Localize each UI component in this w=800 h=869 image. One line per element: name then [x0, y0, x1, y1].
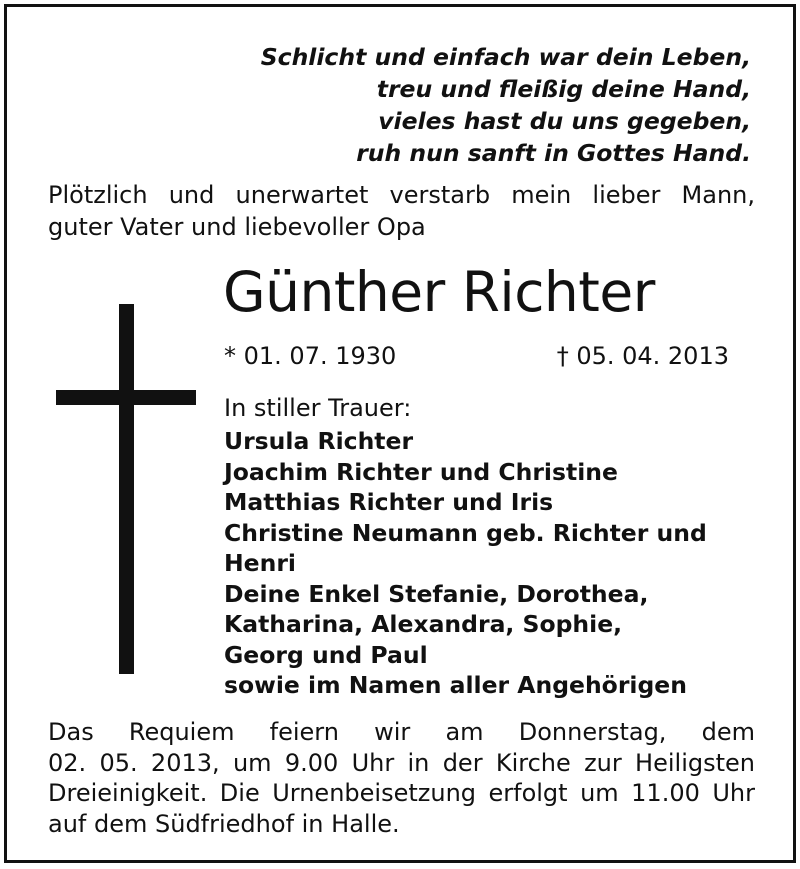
poem-line: vieles hast du uns gegeben, — [378, 107, 751, 135]
mourner-name: sowie im Namen aller Angehörigen — [224, 671, 687, 699]
deceased-name: Günther Richter — [223, 260, 655, 324]
latin-cross-icon — [56, 304, 196, 674]
mourner-name: Ursula Richter — [224, 427, 414, 455]
intro-line: guter Vater und liebevoller Opa — [48, 213, 426, 241]
poem-line: Schlicht und einfach war dein Leben, — [260, 43, 751, 71]
intro-line: Plötzlich und unerwartet verstarb mein lieber Mann, — [48, 181, 755, 209]
mourner-name: Georg und Paul — [224, 640, 428, 669]
poem-line: ruh nun sanft in Gottes Hand. — [356, 139, 751, 167]
poem-line: treu und fleißig deine Hand, — [376, 75, 751, 103]
death-date: † 05. 04. 2013 — [556, 342, 729, 370]
poem — [261, 41, 751, 169]
obituary-notice — [4, 4, 796, 863]
service-line: auf dem Südfriedhof in Halle. — [48, 809, 400, 838]
intro-text — [48, 179, 755, 243]
service-line: Das Requiem feiern wir am Donnerstag, dem — [48, 718, 755, 746]
mourner-name: Henri — [224, 549, 296, 577]
mourning-intro: In stiller Trauer: — [224, 394, 412, 422]
mourner-list — [224, 426, 707, 701]
mourner-name: Christine Neumann geb. Richter und — [224, 518, 707, 547]
birth-date: * 01. 07. 1930 — [224, 342, 397, 370]
service-line: 02. 05. 2013, um 9.00 Uhr in der Kirche zur Heiligsten — [48, 748, 755, 777]
service-line: Dreieinigkeit. Die Urnenbeisetzung erfolgt um 11.00 Uhr — [48, 779, 755, 807]
mourner-name: Matthias Richter und Iris — [224, 488, 554, 516]
mourner-name: Deine Enkel Stefanie, Dorothea, — [224, 579, 649, 608]
mourner-name: Katharina, Alexandra, Sophie, — [224, 610, 623, 638]
mourner-name: Joachim Richter und Christine — [224, 457, 618, 486]
service-details — [48, 717, 755, 839]
